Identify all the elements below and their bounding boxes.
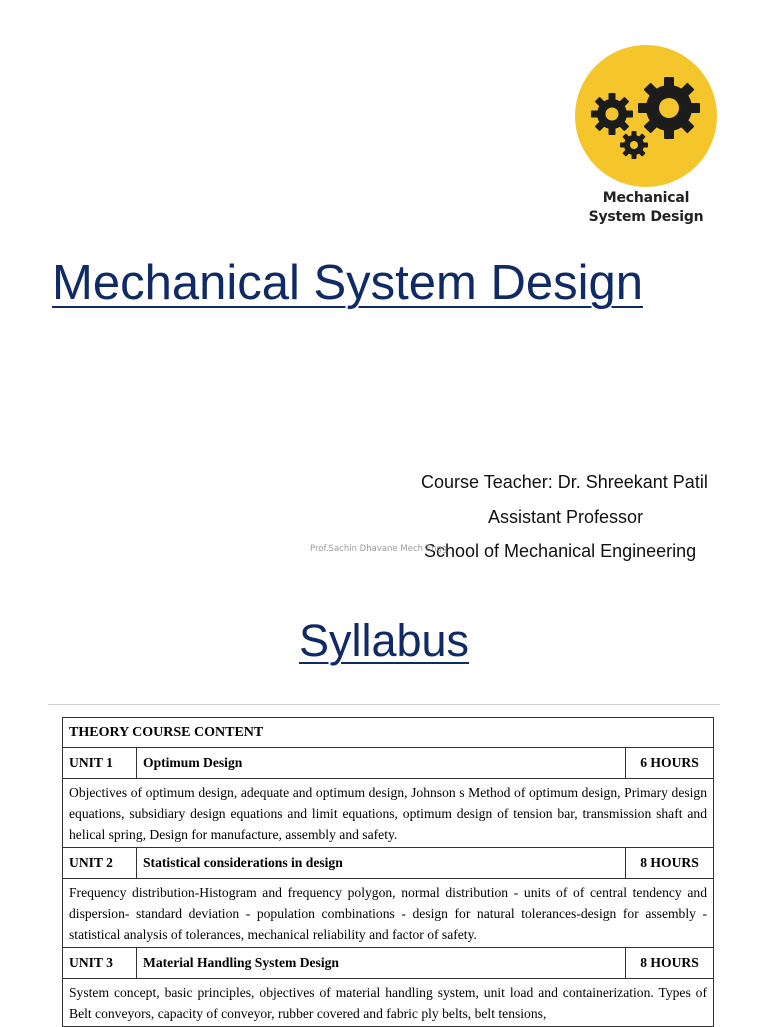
unit-description: Frequency distribution-Histogram and frequency polygon, normal distribution - units of of central tendency and dispersion- standard deviation - population combinations - design for natural tolerances-design for assembly - statistical analysis of tolerances, mechanical reliability and factor of safety. — [63, 879, 714, 948]
unit-row — [63, 948, 714, 979]
unit-title: Material Handling System Design — [137, 948, 626, 979]
logo-circle — [575, 45, 717, 187]
unit-description-row — [63, 979, 714, 1027]
course-teacher: Course Teacher: Dr. Shreekant Patil — [421, 472, 708, 492]
unit-number: UNIT 2 — [63, 848, 137, 879]
unit-description-row — [63, 779, 714, 848]
unit-hours: 8 HOURS — [626, 848, 714, 879]
unit-title: Optimum Design — [137, 748, 626, 779]
unit-title: Statistical considerations in design — [137, 848, 626, 879]
syllabus-table — [62, 717, 714, 1027]
logo-text — [575, 189, 717, 227]
syllabus-heading: Syllabus — [298, 615, 470, 666]
unit-hours: 6 HOURS — [626, 748, 714, 779]
table-header: THEORY COURSE CONTENT — [63, 718, 714, 748]
unit-description-row — [63, 879, 714, 948]
logo-line-2: System Design — [588, 209, 704, 225]
teacher-school: School of Mechanical Engineering — [424, 541, 697, 561]
unit-hours: 8 HOURS — [626, 948, 714, 979]
gears-icon — [575, 45, 717, 187]
divider — [48, 704, 720, 705]
table-header-row — [63, 718, 714, 748]
page-title: Mechanical System Design — [52, 256, 643, 310]
unit-description: Objectives of optimum design, adequate and optimum design, Johnson s Method of optimum design, Primary design equations, subsidiary design equations and limit equations, optimum design of tension bar, transmission shaft and helical spring, Design for manufacture, assembly and safety. — [63, 779, 714, 848]
unit-description: System concept, basic principles, objectives of material handling system, unit load and containerization. Types of Belt conveyors, capacity of conveyor, rubber covered and fabric ply belts, belt tensions, — [63, 979, 714, 1027]
logo-line-1: Mechanical — [602, 190, 690, 206]
unit-row — [63, 748, 714, 779]
unit-number: UNIT 1 — [63, 748, 137, 779]
teacher-position: Assistant Professor — [488, 507, 644, 527]
unit-number: UNIT 3 — [63, 948, 137, 979]
watermark: Prof.Sachin Dhavane Mech Engg — [310, 544, 448, 554]
unit-row — [63, 848, 714, 879]
logo — [575, 45, 717, 227]
